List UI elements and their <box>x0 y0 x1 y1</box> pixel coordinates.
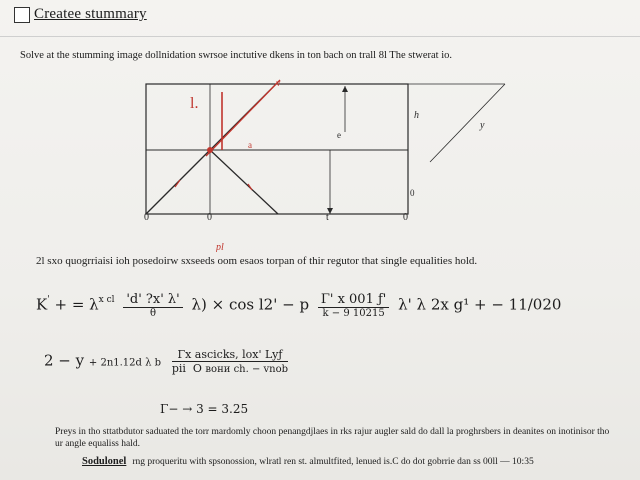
eq2-frac-den <box>172 362 288 375</box>
diagram-label-a: a <box>248 140 252 150</box>
diagram-label-l: l. <box>190 95 199 112</box>
eq1-fraction-1 <box>123 292 182 319</box>
diagram-label-0-mid: 0 <box>207 212 212 223</box>
eq1-frac2-num: Γ' x 001 ƒ' <box>318 292 390 308</box>
diagram-frame <box>146 84 408 214</box>
eq1-fraction-2 <box>318 292 390 319</box>
title-checkbox[interactable] <box>14 7 30 23</box>
eq2-frac-num: Γx ascicks, lox' Lyƒ <box>172 348 288 362</box>
eq1-sup-1: ' <box>47 294 50 305</box>
page-title: Createe stummary <box>34 6 147 22</box>
solution-label: Sodulonel <box>82 456 127 467</box>
geometry-diagram <box>130 72 510 252</box>
eq2-den-left: pii <box>171 362 186 375</box>
eq1-frac1-num: 'd' ?x' λ' <box>123 292 182 308</box>
diagram-red-diagonal <box>206 80 280 156</box>
header-divider <box>0 36 640 37</box>
eq2-mid: + 2n1.12d λ b <box>88 357 162 369</box>
diagram-label-e: e <box>337 130 341 140</box>
diagram-arrow-top <box>342 86 348 92</box>
diagram-red-point <box>207 147 213 153</box>
diagram-label-v: v <box>276 78 281 88</box>
equation-2 <box>44 348 288 375</box>
diagram-slant-edge <box>430 84 505 162</box>
eq1-sup-2: x cl <box>98 294 115 305</box>
diagram-label-t: t <box>326 212 329 223</box>
problem-subtext: 2l sxo quogrriaisi ioh posedoirw sxseeds oom esaos torpan of thir regutor that single equalities hold. <box>36 255 478 267</box>
result-line: Γ− → 3 = 3.25 <box>160 402 249 416</box>
eq1-mid: + = λ <box>54 295 99 314</box>
instruction-text: Solve at the stumming image dollnidation swrsoe inctutive dkens in ton bach on trall 8l The stwerat io. <box>20 50 452 61</box>
solution-line <box>82 456 534 467</box>
diagram-label-0-side: 0 <box>410 188 415 198</box>
eq1-lhs: K <box>36 295 48 314</box>
eq2-fraction <box>172 348 288 375</box>
header <box>14 6 147 23</box>
explanation-paragraph: Preys in tho sttatbdutor saduated the torr mardomly choon penangdjlaes in rks rajur augler sald do dall la proghrsbers in deanites on inotinisor tho ur angle equaliss hald. <box>55 427 610 449</box>
eq2-frac-den-main: O <box>192 362 202 375</box>
eq2-small: вони ch. − vnob <box>205 364 289 375</box>
diagram-label-0-right: 0 <box>403 212 408 223</box>
eq1-frac2-den: k − 9 10215 <box>322 308 385 319</box>
diagram-label-pl: pl <box>216 242 224 252</box>
eq2-lhs: 2 − y <box>44 351 85 370</box>
eq1-frac1-den: θ <box>150 308 157 319</box>
diagram-line-b <box>210 150 278 214</box>
eq1-tail-1: λ) × cos l2' − p <box>191 295 310 314</box>
solution-text: rng proqueritu with spsonossion, wlratl ren st. almultfited, lenued is.C do dot gobrrie dan ss 00ll — 10:35 <box>132 457 534 467</box>
equation-1 <box>36 292 561 319</box>
diagram-label-h: h <box>414 110 419 121</box>
diagram-label-0-left: 0 <box>144 212 149 223</box>
eq1-tail-2: λ' λ 2x g¹ + − 11/020 <box>398 295 562 314</box>
diagram-label-y: y <box>480 120 485 131</box>
